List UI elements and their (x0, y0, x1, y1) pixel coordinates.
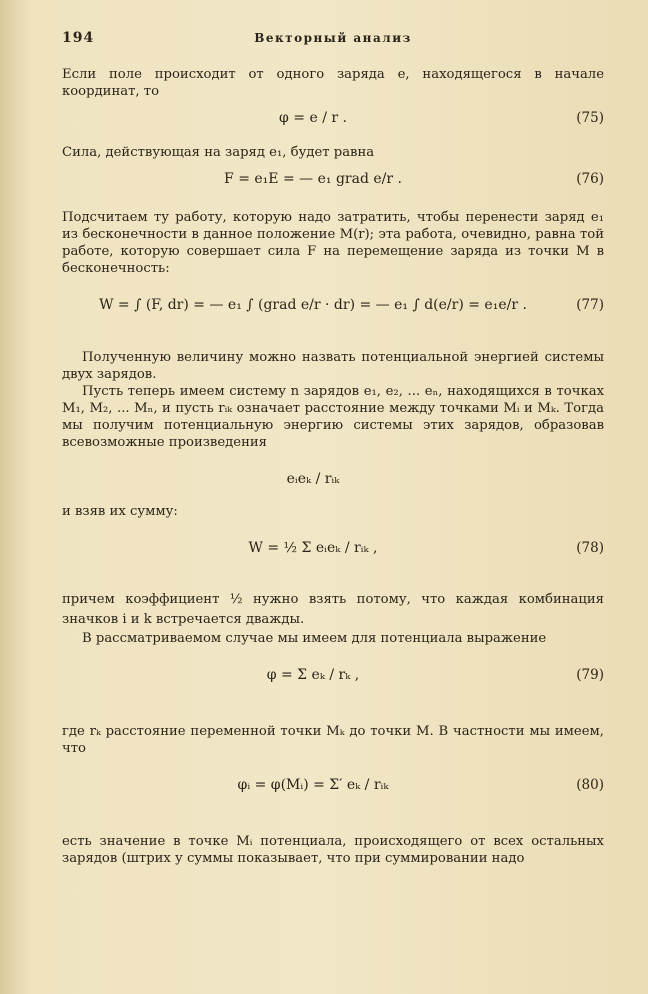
equation-75 (62, 100, 604, 140)
paragraph: Сила, действующая на заряд e₁, будет равна (62, 145, 375, 160)
paragraph: и взяв их сумму: (62, 504, 178, 519)
equation-80 (62, 757, 604, 825)
paragraph: Если поле происходит от одного заряда e, находящегося в начале координат, то (62, 67, 604, 99)
equation-expression: F = e₁E = — e₁ grad e/r . (224, 171, 402, 187)
paragraph: Полученную величину можно назвать потенциальной энергией системы двух зарядов. (62, 350, 604, 382)
equation-number: (75) (576, 110, 604, 126)
equation-expression: W = ½ Σ eᵢeₖ / rᵢₖ , (248, 540, 378, 556)
paragraph: причем коэффициент ½ нужно взять потому, что каждая комбинация значков i и k встречается дважды. (62, 592, 604, 627)
equation-number: (80) (576, 777, 604, 793)
equation-78 (62, 520, 604, 582)
equation-number: (76) (576, 171, 604, 187)
equation-79 (62, 647, 604, 717)
paragraph: где rₖ расстояние переменной точки Mₖ до точки M. В частности мы имеем, что (62, 724, 604, 756)
equation-77 (62, 277, 604, 343)
equation-expression: φ = e / r . (279, 110, 347, 126)
equation-number: (79) (576, 667, 604, 683)
paragraph: есть значение в точке Mᵢ потенциала, происходящего от всех остальных зарядов (штрих у суммы показывает, что при суммировании надо (62, 834, 604, 866)
paragraph: Подсчитаем ту работу, которую надо затратить, чтобы перенести заряд e₁ из бесконечности в данное положение M(r); эта работа, очевидно, равна той работе, которую совершает сила F на перемещение заряда из точки M в бесконечность: (62, 210, 604, 276)
paragraph: В рассматриваемом случае мы имеем для потенциала выражение (82, 631, 547, 646)
equation-expression: eᵢeₖ / rᵢₖ (286, 471, 340, 487)
equation-expression: φᵢ = φ(Mᵢ) = Σ′ eₖ / rᵢₖ (237, 777, 389, 793)
equation-expression: φ = Σ eₖ / rₖ , (266, 667, 360, 683)
equation-number: (77) (576, 297, 604, 313)
running-title: Векторный анализ (254, 31, 412, 45)
equation-product (62, 451, 604, 503)
paragraph: Пусть теперь имеем систему n зарядов e₁, e₂, ... eₙ, находящихся в точках M₁, M₂, ... Mₙ, и пусть rᵢₖ означает расстояние между точками Mᵢ и Mₖ. Тогда мы получим потенциальную энергию системы этих зарядов, образовав всевозможные произведения (62, 384, 604, 450)
page-header (62, 26, 604, 54)
page-number: 194 (62, 30, 95, 46)
equation-expression: W = ∫ (F, dr) = — e₁ ∫ (grad e/r · dr) = — e₁ ∫ d(e/r) = e₁e/r . (99, 297, 527, 313)
equation-number: (78) (576, 540, 604, 556)
equation-76 (62, 161, 604, 207)
